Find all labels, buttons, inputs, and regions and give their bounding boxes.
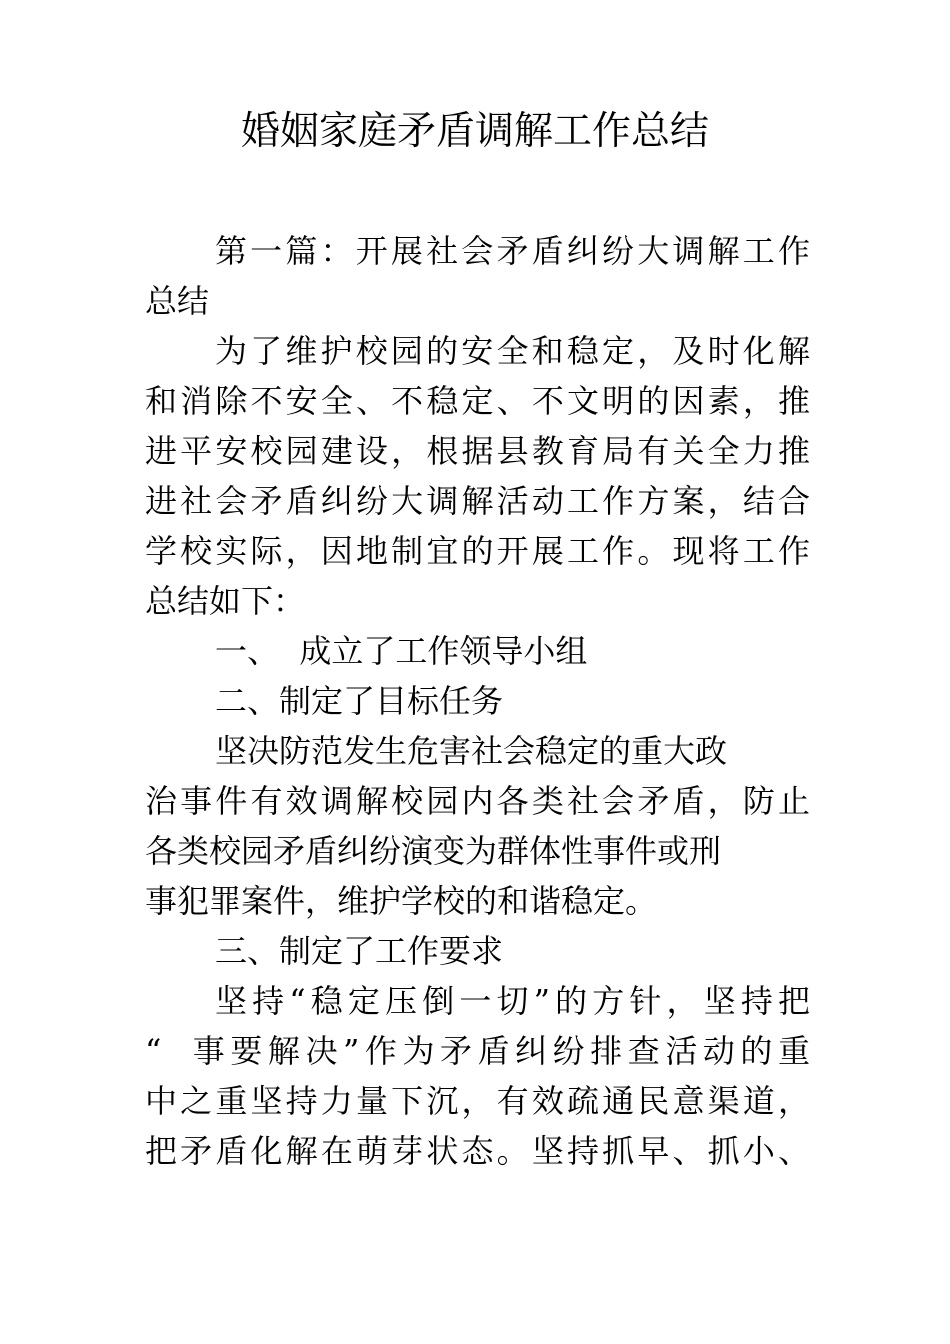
section-heading-line-2: 总结 <box>145 282 210 320</box>
list-item-heading: 一、 成立了工作领导小组 <box>215 632 588 670</box>
paragraph-line: 坚持“稳定压倒一切”的方针，坚持把 <box>215 982 810 1020</box>
paragraph-line: 事犯罪案件，维护学校的和谐稳定。 <box>145 882 658 920</box>
paragraph-line: 治事件有效调解校园内各类社会矛盾，防止 <box>145 782 810 820</box>
paragraph-line: 总结如下： <box>145 582 306 620</box>
paragraph-line: 进社会矛盾纠纷大调解活动工作方案，结合 <box>145 482 810 520</box>
paragraph-line: 进平安校园建设，根据县教育局有关全力推 <box>145 432 810 470</box>
paragraph-line: 各类校园矛盾纠纷演变为群体性事件或刑 <box>145 832 722 870</box>
document-title: 婚姻家庭矛盾调解工作总结 <box>240 109 709 154</box>
paragraph-line: 中之重坚持力量下沉，有效疏通民意渠道， <box>145 1082 810 1120</box>
paragraph-line: 学校实际，因地制宜的开展工作。现将工作 <box>145 532 810 570</box>
list-item-heading: 二、制定了目标任务 <box>215 682 504 720</box>
paragraph-line: “ 事要解决”作为矛盾纠纷排查活动的重 <box>145 1032 810 1070</box>
section-heading-line-1: 第一篇：开展社会矛盾纠纷大调解工作 <box>215 232 810 270</box>
paragraph-line: 和消除不安全、不稳定、不文明的因素，推 <box>145 382 810 420</box>
paragraph-line: 坚决防范发生危害社会稳定的重大政 <box>215 732 728 770</box>
paragraph-line: 把矛盾化解在萌芽状态。坚持抓早、抓小、 <box>145 1132 810 1170</box>
paragraph-line: 为了维护校园的安全和稳定，及时化解 <box>215 332 810 370</box>
document-body <box>145 226 810 1176</box>
list-item-heading: 三、制定了工作要求 <box>215 932 504 970</box>
